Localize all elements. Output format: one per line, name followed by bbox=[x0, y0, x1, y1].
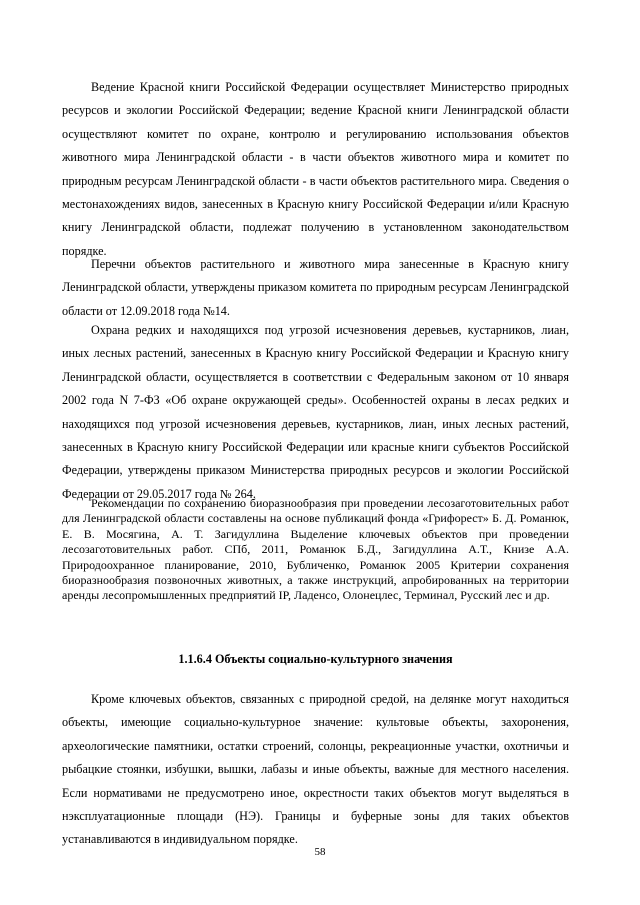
paragraph-protection-rules: Охрана редких и находящихся под угрозой исчезновения деревьев, кустарников, лиан, иных лесных растений, занесенных в Красную книгу Российской Федерации и Красную книгу Ленинградской области, осуществляется в соответствии с Федеральным законом от 10 января 2002 года N 7-ФЗ «Об охране окружающей среды». Особенностей охраны в лесах редких и находящихся под угрозой исчезновения деревьев, кустарников, лиан, иных лесных растений, занесенных в Красную книгу Российской Федерации или красные книги субъектов Российской Федерации, утверждены приказом Министерства природных ресурсов и экологии Российской Федерации от 29.05.2017 года № 264. bbox=[62, 323, 569, 501]
paragraph-biodiversity-recommendations: Рекомендации по сохранению биоразнообразия при проведении лесозаготовительных работ для Ленинградской области составлены на основе публикаций фонда «Грифорест» Б. Д. Романюк, Е. В. Мосягина, А. Т. Загидуллина Выделение ключевых объектов при проведении лесозаготовительных работ. СПб, 2011, Романюк Б.Д., Загидуллина А.Т., Книзе А.А. Природоохранное планирование, 2010, Бубличенко, Романюк 2005 Критерии сохранения биоразнообразия позвоночных животных, а также инструкций, апробированных на территории аренды лесопромышленных предприятий IP, Ладенсо, Олонецлес, Терминал, Русский лес и др. bbox=[62, 496, 569, 603]
paragraph-red-book-management: Ведение Красной книги Российской Федерации осуществляет Министерство природных ресурсов и экологии Российской Федерации; ведение Красной книги Ленинградской области осуществляют комитет по охране, контролю и регулированию использования объектов животного мира Ленинградской области - в части объектов животного мира и комитет по природным ресурсам Ленинградской области - в части объектов растительного мира. Сведения о местонахождениях видов, занесенных в Красную книгу Российской Федерации и/или Красную книгу Ленинградской области, подлежат получению в установленном законодательством порядке. bbox=[62, 80, 569, 258]
page-number: 58 bbox=[314, 846, 326, 858]
paragraph-sociocultural-objects: Кроме ключевых объектов, связанных с природной средой, на делянке могут находиться объекты, имеющие социально-культурное значение: культовые объекты, захоронения, археологические памятники, остатки строений, солонцы, рекреационные участки, охотничьи и рыбацкие стоянки, избушки, вышки, лабазы и иные объекты, важные для местного населения. Если нормативами не предусмотрено иное, окрестности таких объектов могут выделяться в нэксплуатационные площади (НЭ). Границы и буферные зоны для таких объектов устанавливаются в индивидуальном порядке. bbox=[62, 692, 569, 847]
section-heading: 1.1.6.4 Объекты социально-культурного значения bbox=[178, 652, 453, 666]
paragraph-species-lists: Перечни объектов растительного и животного мира занесенные в Красную книгу Ленинградской области, утверждены приказом комитета по природным ресурсам Ленинградской области от 12.09.2018 года №14. bbox=[62, 257, 569, 318]
